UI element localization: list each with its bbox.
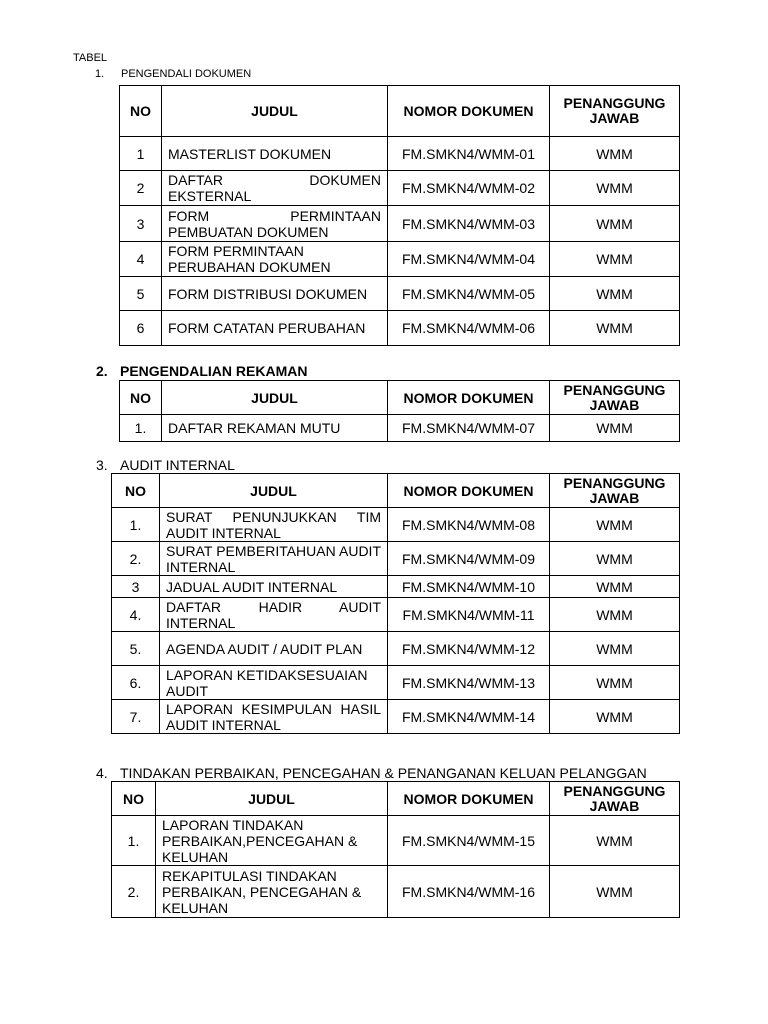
cell-nomor: FM.SMKN4/WMM-08 bbox=[388, 508, 550, 542]
cell-judul: MASTERLIST DOKUMEN bbox=[162, 137, 388, 171]
cell-nomor: FM.SMKN4/WMM-04 bbox=[388, 242, 550, 277]
cell-no: 3 bbox=[112, 576, 160, 598]
cell-no: 2. bbox=[112, 542, 160, 576]
header-nomor: NOMOR DOKUMEN bbox=[388, 782, 550, 816]
cell-judul: SURAT PEMBERITAHUAN AUDIT INTERNAL bbox=[160, 542, 388, 576]
table-section-3 bbox=[111, 473, 680, 734]
doc-label: TABEL bbox=[73, 52, 108, 64]
cell-pj: WMM bbox=[550, 542, 680, 576]
cell-judul: SURAT PENUNJUKKAN TIM AUDIT INTERNAL bbox=[160, 508, 388, 542]
cell-pj: WMM bbox=[550, 816, 680, 866]
cell-nomor: FM.SMKN4/WMM-03 bbox=[388, 206, 550, 242]
header-judul: JUDUL bbox=[162, 381, 388, 415]
cell-judul: FORM PERMINTAAN PEMBUATAN DOKUMEN bbox=[162, 206, 388, 242]
header-no: NO bbox=[120, 381, 162, 415]
cell-pj: WMM bbox=[550, 508, 680, 542]
section-title: PENGENDALI DOKUMEN bbox=[121, 68, 252, 80]
cell-nomor: FM.SMKN4/WMM-05 bbox=[388, 277, 550, 311]
header-no: NO bbox=[120, 86, 162, 137]
cell-no: 5 bbox=[120, 277, 162, 311]
table-row bbox=[120, 277, 680, 311]
table-row bbox=[112, 666, 680, 700]
table-header-row bbox=[112, 782, 680, 816]
header-penanggung-jawab: PENANGGUNG JAWAB bbox=[550, 86, 680, 137]
cell-no: 7. bbox=[112, 700, 160, 734]
cell-pj: WMM bbox=[550, 277, 680, 311]
cell-pj: WMM bbox=[550, 576, 680, 598]
cell-nomor: FM.SMKN4/WMM-16 bbox=[388, 866, 550, 918]
table-row bbox=[112, 542, 680, 576]
cell-pj: WMM bbox=[550, 415, 680, 442]
cell-judul: DAFTAR REKAMAN MUTU bbox=[162, 415, 388, 442]
cell-no: 1. bbox=[120, 415, 162, 442]
table-section-1 bbox=[119, 85, 680, 346]
table-row bbox=[112, 632, 680, 666]
cell-no: 3 bbox=[120, 206, 162, 242]
cell-pj: WMM bbox=[550, 666, 680, 700]
cell-no: 2. bbox=[112, 866, 156, 918]
cell-judul: LAPORAN KESIMPULAN HASIL AUDIT INTERNAL bbox=[160, 700, 388, 734]
cell-pj: WMM bbox=[550, 700, 680, 734]
header-no: NO bbox=[112, 474, 160, 508]
table-header-row bbox=[112, 474, 680, 508]
cell-pj: WMM bbox=[550, 598, 680, 632]
cell-judul: REKAPITULASI TINDAKAN PERBAIKAN, PENCEGAHAN & KELUHAN bbox=[156, 866, 388, 918]
table-row bbox=[112, 576, 680, 598]
cell-judul: DAFTAR HADIR AUDIT INTERNAL bbox=[160, 598, 388, 632]
table-section-4 bbox=[111, 781, 680, 918]
cell-nomor: FM.SMKN4/WMM-07 bbox=[388, 415, 550, 442]
cell-judul: AGENDA AUDIT / AUDIT PLAN bbox=[160, 632, 388, 666]
cell-no: 4 bbox=[120, 242, 162, 277]
cell-judul: FORM CATATAN PERUBAHAN bbox=[162, 311, 388, 346]
table-row bbox=[120, 206, 680, 242]
table-row bbox=[112, 508, 680, 542]
section-4-heading bbox=[96, 765, 647, 781]
cell-pj: WMM bbox=[550, 137, 680, 171]
section-title: TINDAKAN PERBAIKAN, PENCEGAHAN & PENANGANAN KELUAN PELANGGAN bbox=[120, 765, 647, 781]
cell-pj: WMM bbox=[550, 866, 680, 918]
table-row bbox=[112, 598, 680, 632]
header-nomor: NOMOR DOKUMEN bbox=[388, 474, 550, 508]
cell-nomor: FM.SMKN4/WMM-14 bbox=[388, 700, 550, 734]
cell-pj: WMM bbox=[550, 242, 680, 277]
section-number: 4. bbox=[96, 765, 108, 781]
cell-pj: WMM bbox=[550, 311, 680, 346]
section-number: 1. bbox=[95, 68, 105, 80]
cell-nomor: FM.SMKN4/WMM-09 bbox=[388, 542, 550, 576]
cell-nomor: FM.SMKN4/WMM-12 bbox=[388, 632, 550, 666]
section-title: AUDIT INTERNAL bbox=[120, 457, 235, 473]
cell-nomor: FM.SMKN4/WMM-02 bbox=[388, 171, 550, 206]
cell-pj: WMM bbox=[550, 171, 680, 206]
table-row bbox=[120, 242, 680, 277]
header-judul: JUDUL bbox=[156, 782, 388, 816]
cell-no: 6. bbox=[112, 666, 160, 700]
cell-no: 1 bbox=[120, 137, 162, 171]
cell-judul: FORM PERMINTAAN PERUBAHAN DOKUMEN bbox=[162, 242, 388, 277]
cell-judul: JADUAL AUDIT INTERNAL bbox=[160, 576, 388, 598]
cell-no: 5. bbox=[112, 632, 160, 666]
cell-judul: LAPORAN TINDAKAN PERBAIKAN,PENCEGAHAN & KELUHAN bbox=[156, 816, 388, 866]
section-2-heading bbox=[96, 363, 307, 379]
section-1-heading bbox=[95, 68, 251, 80]
header-nomor: NOMOR DOKUMEN bbox=[388, 86, 550, 137]
header-penanggung-jawab: PENANGGUNG JAWAB bbox=[550, 782, 680, 816]
cell-nomor: FM.SMKN4/WMM-13 bbox=[388, 666, 550, 700]
table-header-row bbox=[120, 86, 680, 137]
section-3-heading bbox=[96, 457, 235, 473]
header-penanggung-jawab: PENANGGUNG JAWAB bbox=[550, 381, 680, 415]
table-row bbox=[112, 816, 680, 866]
cell-no: 1. bbox=[112, 816, 156, 866]
header-penanggung-jawab: PENANGGUNG JAWAB bbox=[550, 474, 680, 508]
header-judul: JUDUL bbox=[160, 474, 388, 508]
cell-nomor: FM.SMKN4/WMM-10 bbox=[388, 576, 550, 598]
cell-no: 2 bbox=[120, 171, 162, 206]
cell-judul: LAPORAN KETIDAKSESUAIAN AUDIT bbox=[160, 666, 388, 700]
cell-pj: WMM bbox=[550, 632, 680, 666]
cell-nomor: FM.SMKN4/WMM-01 bbox=[388, 137, 550, 171]
section-number: 3. bbox=[96, 457, 108, 473]
table-row bbox=[112, 866, 680, 918]
cell-no: 4. bbox=[112, 598, 160, 632]
section-number: 2. bbox=[96, 363, 108, 379]
cell-judul: FORM DISTRIBUSI DOKUMEN bbox=[162, 277, 388, 311]
header-nomor: NOMOR DOKUMEN bbox=[388, 381, 550, 415]
table-section-2 bbox=[119, 380, 680, 442]
table-row bbox=[120, 171, 680, 206]
cell-pj: WMM bbox=[550, 206, 680, 242]
cell-nomor: FM.SMKN4/WMM-11 bbox=[388, 598, 550, 632]
cell-no: 6 bbox=[120, 311, 162, 346]
cell-nomor: FM.SMKN4/WMM-15 bbox=[388, 816, 550, 866]
header-no: NO bbox=[112, 782, 156, 816]
section-title: PENGENDALIAN REKAMAN bbox=[120, 363, 308, 379]
table-row bbox=[112, 700, 680, 734]
table-header-row bbox=[120, 381, 680, 415]
cell-judul: DAFTAR DOKUMEN EKSTERNAL bbox=[162, 171, 388, 206]
table-row bbox=[120, 311, 680, 346]
cell-no: 1. bbox=[112, 508, 160, 542]
table-row bbox=[120, 137, 680, 171]
cell-nomor: FM.SMKN4/WMM-06 bbox=[388, 311, 550, 346]
header-judul: JUDUL bbox=[162, 86, 388, 137]
table-row bbox=[120, 415, 680, 442]
